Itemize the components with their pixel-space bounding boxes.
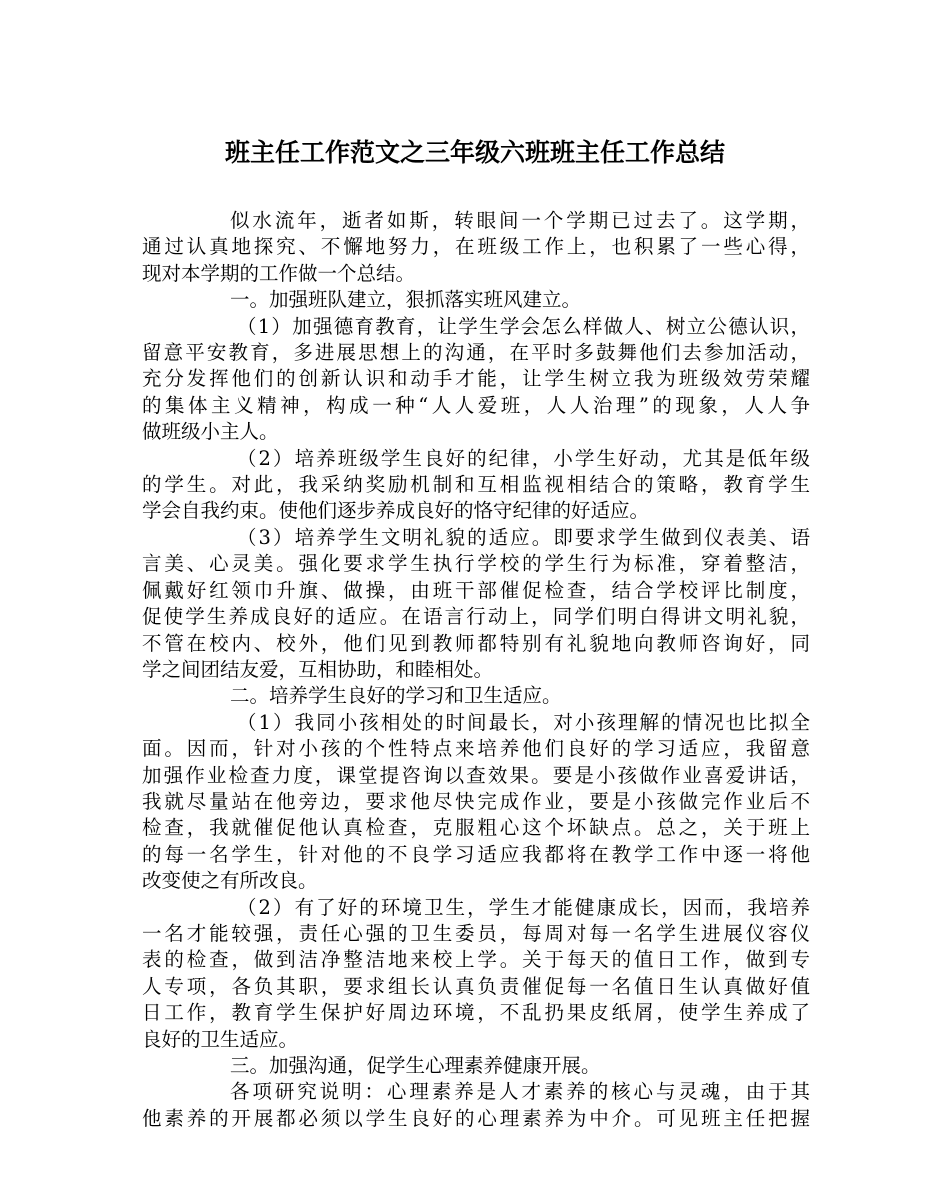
text-line: 的集体主义精神，构成一种“人人爱班，人人治理”的现象，人人争: [142, 393, 810, 417]
text-line: 三。加强沟通，促学生心理素养健康开展。: [230, 1054, 601, 1077]
text-line: （3）培养学生文明礼貌的适应。即要求学生做到仪表美、语: [237, 525, 810, 549]
text-line: 一名才能较强，责任心强的卫生委员，每周对每一名学生进展仪容仪: [142, 921, 810, 945]
text-line: 佩戴好红领巾升旗、做操，由班干部催促检查，结合学校评比制度，: [142, 578, 810, 602]
document-title: 班主任工作范文之三年级六班班主任工作总结: [224, 138, 725, 167]
text-line: （2）培养班级学生良好的纪律，小学生好动，尤其是低年级: [237, 446, 810, 470]
text-line: （2）有了好的环境卫生，学生才能健康成长，因而，我培养: [237, 895, 810, 919]
text-line: 日工作，教育学生保护好周边环境，不乱扔果皮纸屑，使学生养成了: [142, 1001, 810, 1025]
text-line: 我就尽量站在他旁边，要求他尽快完成作业，要是小孩做完作业后不: [142, 789, 810, 813]
text-line: 言美、心灵美。强化要求学生执行学校的学生行为标准，穿着整洁，: [142, 552, 810, 576]
text-line: 现对本学期的工作做一个总结。: [142, 261, 416, 285]
text-line: 留意平安教育，多进展思想上的沟通，在平时多鼓舞他们去参加活动，: [142, 341, 810, 365]
text-line: 检查，我就催促他认真检查，克服粗心这个坏缺点。总之，关于班上: [142, 816, 810, 840]
text-line: 似水流年，逝者如斯，转眼间一个学期已过去了。这学期，: [230, 209, 810, 232]
text-line: 不管在校内、校外，他们见到教师都特别有礼貌地向教师咨询好，同: [142, 631, 810, 655]
text-line: 做班级小主人。: [142, 420, 279, 444]
text-line: 促使学生养成良好的适应。在语言行动上，同学们明白得讲文明礼貌，: [142, 605, 810, 629]
text-line: 他素养的开展都必须以学生良好的心理素养为中介。可见班主任把握: [142, 1106, 810, 1130]
text-line: 的每一名学生，针对他的不良学习适应我都将在教学工作中逐一将他: [142, 842, 810, 866]
text-line: 学之间团结友爱，互相协助，和睦相处。: [142, 657, 494, 681]
text-line: 的学生。对此，我采纳奖励机制和互相监视相结合的策略，教育学生: [142, 473, 810, 497]
text-line: 表的检查，做到洁净整洁地来校上学。关于每天的值日工作，做到专: [142, 948, 810, 972]
text-line: 面。因而，针对小孩的个性特点来培养他们良好的学习适应，我留意: [142, 737, 810, 761]
text-line: （1）加强德育教育，让学生学会怎么样做人、树立公德认识，: [237, 314, 810, 338]
text-line: 各项研究说明：心理素养是人才素养的核心与灵魂，由于其: [230, 1080, 810, 1104]
text-line: 充分发挥他们的创新认识和动手才能，让学生树立我为班级效劳荣耀: [142, 367, 810, 391]
text-line: 通过认真地探究、不懈地努力，在班级工作上，也积累了一些心得，: [142, 235, 810, 259]
text-line: 改变使之有所改良。: [142, 869, 318, 893]
text-line: 人专项，各负其职，要求组长认真负责催促每一名值日生认真做好值: [142, 974, 810, 998]
text-line: 良好的卫生适应。: [142, 1027, 299, 1051]
document-body: [142, 208, 810, 1132]
text-line: 一。加强班队建立，狠抓落实班风建立。: [230, 288, 582, 312]
text-line: （1）我同小孩相处的时间最长，对小孩理解的情况也比拟全: [237, 710, 810, 734]
text-line: 加强作业检查力度，课堂提咨询以查效果。要是小孩做作业喜爱讲话，: [142, 763, 810, 787]
text-line: 二。培养学生良好的学习和卫生适应。: [230, 684, 562, 708]
text-line: 学会自我约束。使他们逐步养成良好的恪守纪律的好适应。: [142, 499, 650, 523]
